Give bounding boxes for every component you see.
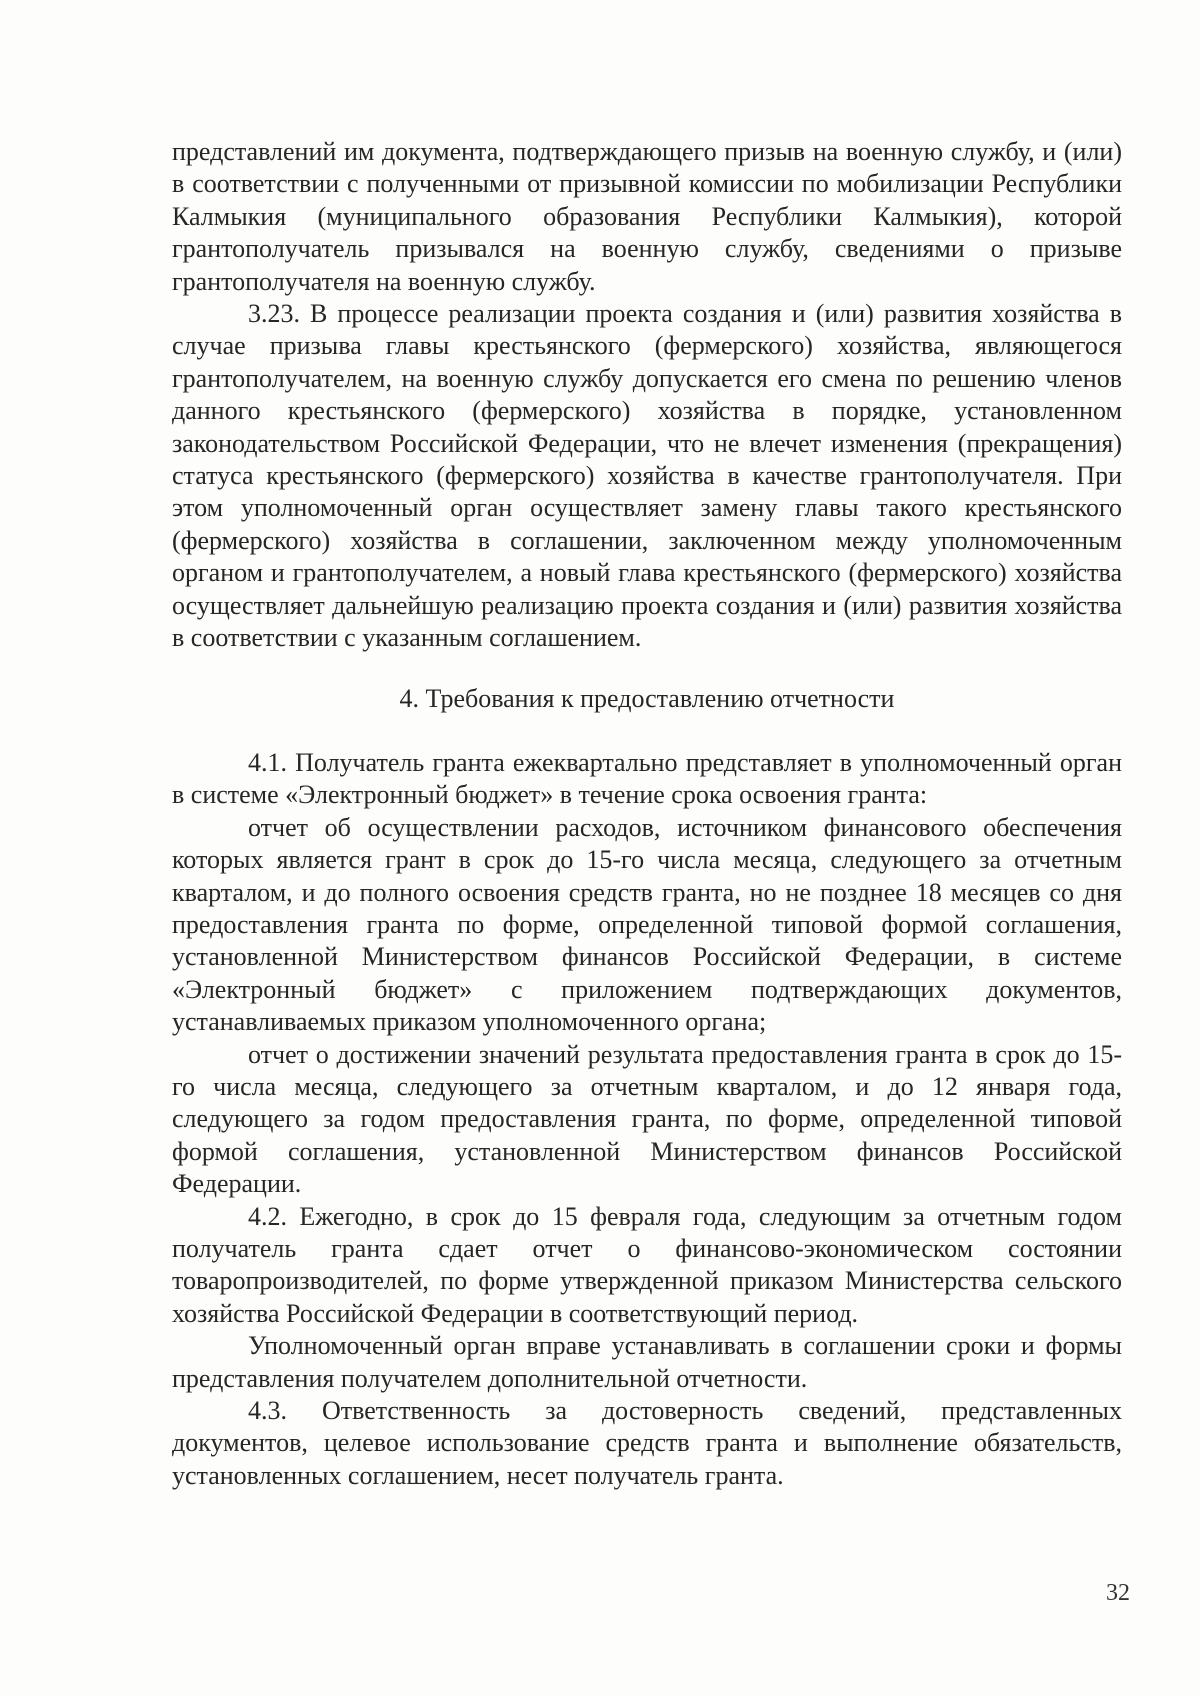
paragraph-4-2: 4.2. Ежегодно, в срок до 15 февраля года, следующим за отчетным годом получатель гранта сдает отчет о финансово-экономическом состоянии товаропроизводителей, по форме утвержденной приказом Министерства сельского хозяйства Российской Федерации в соответствующий период. xyxy=(172,1201,1122,1328)
paragraph-4-3: 4.3. Ответственность за достоверность сведений, представленных документов, целевое использование средств гранта и выполнение обязательств, установленных соглашением, несет получатель гранта. xyxy=(172,1396,1122,1490)
paragraph-4-1: 4.1. Получатель гранта ежеквартально представляет в уполномоченный орган в системе «Электронный бюджет» в течение срока освоения гранта: xyxy=(172,747,1122,810)
section-heading: 4. Требования к предоставлению отчетности xyxy=(399,683,895,713)
paragraph-additional-reporting: Уполномоченный орган вправе устанавливать в соглашении сроки и формы представления получателем дополнительной отчетности. xyxy=(172,1331,1122,1393)
paragraph-report-expenses: отчет об осуществлении расходов, источником финансового обеспечения которых является грант в срок до 15-го числа месяца, следующего за отчетным кварталом, и до полного освоения средств гранта, но не позднее 18 месяцев со дня предоставления гранта по форме, определенной типовой формой соглашения, установленной Министерством финансов Российской Федерации, в системе «Электронный бюджет» с приложением подтверждающих документов, устанавливаемых приказом уполномоченного органа; xyxy=(172,812,1122,1037)
paragraph-continuation: представлений им документа, подтверждающего призыв на военную службу, и (или) в соответствии с полученными от призывной комиссии по мобилизации Республики Калмыкия (муниципального образования Республики Калмыкия), которой грантополучатель призывался на военную службу, сведениями о призыве грантополучателя на военную службу. xyxy=(172,137,1122,296)
document-body xyxy=(172,136,1122,1492)
page-number: 32 xyxy=(1106,1580,1130,1606)
paragraph-report-results: отчет о достижении значений результата предоставления гранта в срок до 15-го числа месяца, следующего за отчетным кварталом, и до 12 января года, следующего за годом предоставления гранта, по форме, определенной типовой формой соглашения, установленной Министерством финансов Российской Федерации. xyxy=(172,1039,1122,1199)
paragraph-3-23: 3.23. В процессе реализации проекта создания и (или) развития хозяйства в случае призыва главы крестьянского (фермерского) хозяйства, являющегося грантополучателем, на военную службу допускается его смена по решению членов данного крестьянского (фермерского) хозяйства в порядке, установленном законодательством Российской Федерации, что не влечет изменения (прекращения) статуса крестьянского (фермерского) хозяйства в качестве грантополучателя. При этом уполномоченный орган осуществляет замену главы такого крестьянского (фермерского) хозяйства в соглашении, заключенном между уполномоченным органом и грантополучателем, а новый глава крестьянского (фермерского) хозяйства осуществляет дальнейшую реализацию проекта создания и (или) развития хозяйства в соответствии с указанным соглашением. xyxy=(172,299,1122,653)
